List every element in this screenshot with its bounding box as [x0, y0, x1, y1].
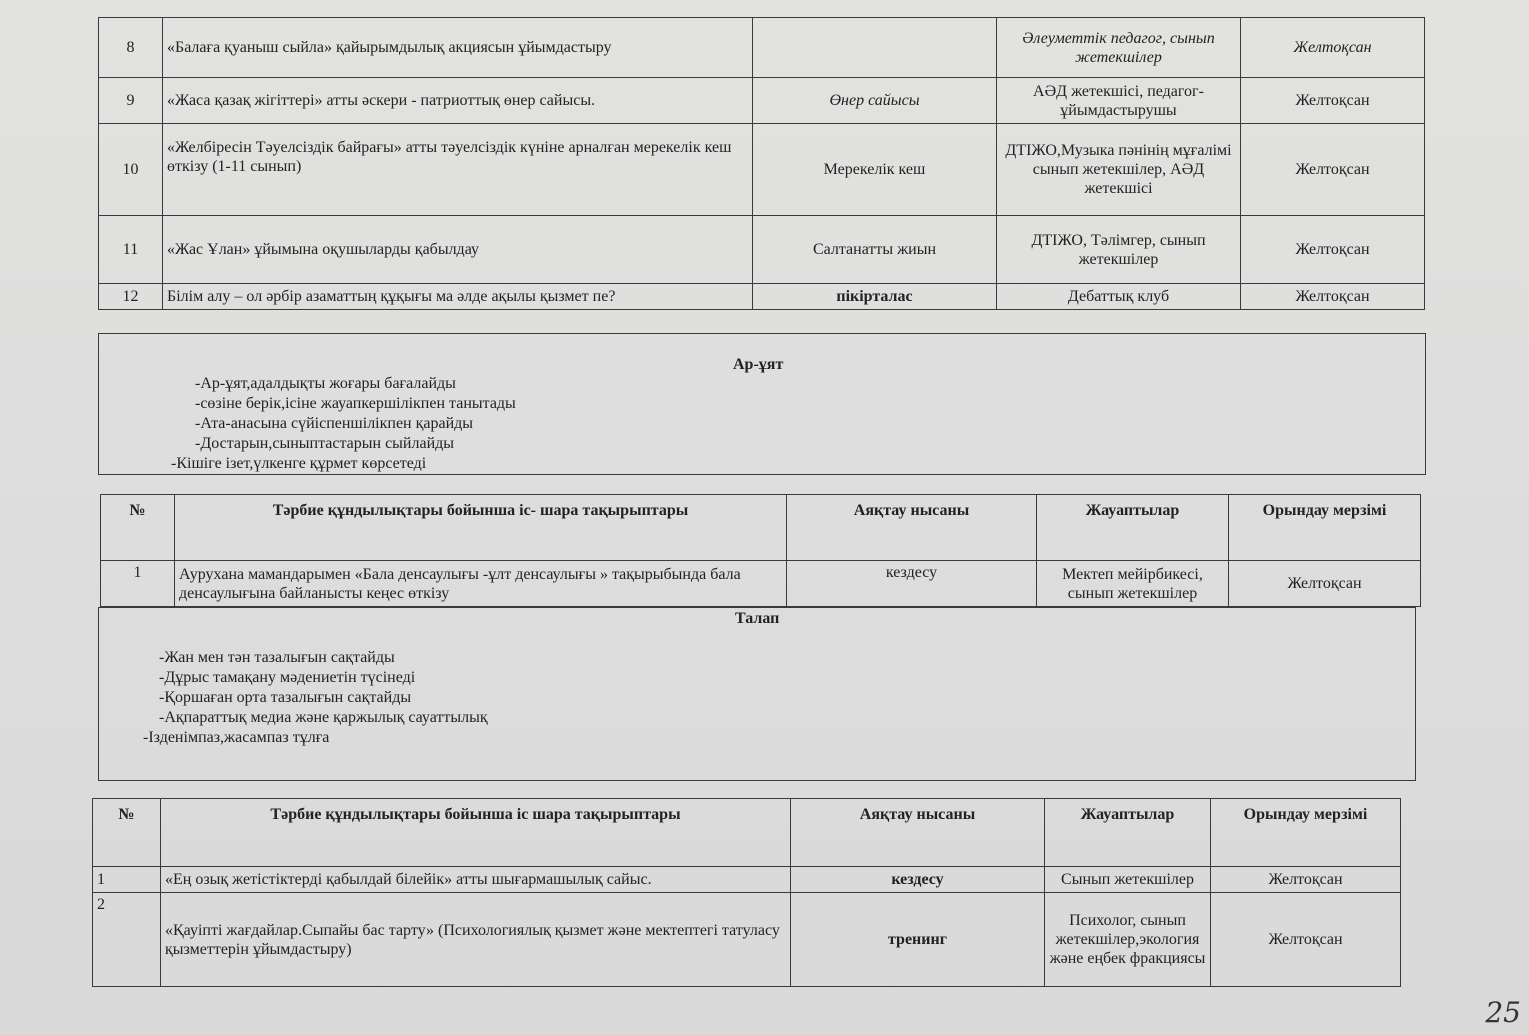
- table-row: [99, 124, 1425, 216]
- event-deadline: Желтоқсан: [1241, 284, 1425, 310]
- value-list: [171, 374, 516, 474]
- event-form: кездесу: [787, 561, 1037, 607]
- list-item: -Кішіге ізет,үлкенге құрмет көрсетеді: [171, 455, 427, 472]
- list-item: -Жан мен тән тазалығын сақтайды: [159, 649, 395, 666]
- event-title: «Қауіпті жағдайлар.Сыпайы бас тарту» (Психологиялық қызмет және мектептегі татуласу қызметтерін ұйымдастыру): [161, 893, 791, 987]
- row-number: 11: [99, 216, 163, 284]
- table-header-row: [93, 799, 1401, 867]
- row-number: 2: [93, 893, 161, 987]
- events-table-mid: [100, 494, 1421, 607]
- list-item: -Қоршаған орта тазалығын сақтайды: [159, 689, 412, 706]
- table-row: [99, 18, 1425, 78]
- value-title: Талап: [735, 610, 780, 627]
- events-table-top: [98, 17, 1425, 310]
- event-form: Мерекелік кеш: [753, 124, 997, 216]
- event-responsible: Сынып жетекшілер: [1045, 867, 1211, 893]
- header-num: №: [93, 799, 161, 867]
- event-deadline: Желтоқсан: [1241, 216, 1425, 284]
- header-num: №: [101, 495, 175, 561]
- event-responsible: Мектеп мейірбикесі, сынып жетекшілер: [1037, 561, 1229, 607]
- value-title: Ар-ұят: [733, 356, 784, 373]
- event-responsible: Психолог, сынып жетекшілер,экология және еңбек фракциясы: [1045, 893, 1211, 987]
- event-form: [753, 18, 997, 78]
- event-form: кездесу: [791, 867, 1045, 893]
- event-deadline: Желтоқсан: [1229, 561, 1421, 607]
- event-deadline: Желтоқсан: [1211, 893, 1401, 987]
- list-item: -Ар-ұят,адалдықты жоғары бағалайды: [195, 375, 456, 392]
- header-responsible: Жауаптылар: [1037, 495, 1229, 561]
- row-number: 10: [99, 124, 163, 216]
- header-deadline: Орындау мерзімі: [1229, 495, 1421, 561]
- events-table-bottom: [92, 798, 1401, 987]
- event-title: Аурухана мамандарымен «Бала денсаулығы -ұлт денсаулығы » тақырыбында бала денсаулығына байланысты кеңес өткізу: [175, 561, 787, 607]
- event-responsible: ДТІЖО, Тәлімгер, сынып жетекшілер: [997, 216, 1241, 284]
- event-form: тренинг: [791, 893, 1045, 987]
- row-number: 1: [93, 867, 161, 893]
- event-responsible: Дебаттық клуб: [997, 284, 1241, 310]
- list-item: -сөзіне берік,ісіне жауапкершілікпен танытады: [195, 395, 516, 412]
- table-row: [101, 561, 1421, 607]
- page-number: 25: [1485, 996, 1521, 1029]
- list-item: -Ізденімпаз,жасампаз тұлға: [143, 729, 330, 746]
- event-deadline: Желтоқсан: [1241, 18, 1425, 78]
- event-form: Салтанатты жиын: [753, 216, 997, 284]
- table-row: [93, 867, 1401, 893]
- row-number: 8: [99, 18, 163, 78]
- event-title: «Ең озық жетістіктерді қабылдай білейік» атты шығармашылық сайыс.: [161, 867, 791, 893]
- event-form: пікірталас: [753, 284, 997, 310]
- value-box-talap: [98, 607, 1416, 781]
- header-responsible: Жауаптылар: [1045, 799, 1211, 867]
- row-number: 12: [99, 284, 163, 310]
- event-responsible: ДТІЖО,Музыка пәнінің мұғалімі сынып жетекшілер, АӘД жетекшісі: [997, 124, 1241, 216]
- header-deadline: Орындау мерзімі: [1211, 799, 1401, 867]
- event-deadline: Желтоқсан: [1211, 867, 1401, 893]
- row-number: 1: [101, 561, 175, 607]
- table-header-row: [101, 495, 1421, 561]
- header-form: Аяқтау нысаны: [791, 799, 1045, 867]
- event-deadline: Желтоқсан: [1241, 124, 1425, 216]
- event-responsible: Әлеуметтік педагог, сынып жетекшілер: [997, 18, 1241, 78]
- list-item: -Достарын,сыныптастарын сыйлайды: [195, 435, 455, 452]
- table-row: [99, 284, 1425, 310]
- row-number: 9: [99, 78, 163, 124]
- list-item: -Дұрыс тамақану мәдениетін түсінеді: [159, 669, 416, 686]
- event-deadline: Желтоқсан: [1241, 78, 1425, 124]
- header-title: Тәрбие құндылықтары бойынша іс шара тақырыптары: [161, 799, 791, 867]
- list-item: -Ақпараттық медиа және қаржылық сауаттылық: [159, 709, 488, 726]
- event-title: «Жас Ұлан» ұйымына оқушыларды қабылдау: [163, 216, 753, 284]
- event-responsible: АӘД жетекшісі, педагог-ұйымдастырушы: [997, 78, 1241, 124]
- table-row: [93, 893, 1401, 987]
- header-form: Аяқтау нысаны: [787, 495, 1037, 561]
- list-item: -Ата-анасына сүйіспеншілікпен қарайды: [195, 415, 474, 432]
- header-title: Тәрбие құндылықтары бойынша іс- шара тақырыптары: [175, 495, 787, 561]
- value-list: [143, 648, 488, 748]
- table-row: [99, 216, 1425, 284]
- event-title: «Желбіресін Тәуелсіздік байрағы» атты тәуелсіздік күніне арналған мерекелік кеш өткізу (1-11 сынып): [163, 124, 753, 216]
- event-title: «Балаға қуаныш сыйла» қайырымдылық акциясын ұйымдастыру: [163, 18, 753, 78]
- value-box-aryat: [98, 333, 1426, 475]
- table-row: [99, 78, 1425, 124]
- event-title: «Жаса қазақ жігіттері» атты әскери - патриоттық өнер сайысы.: [163, 78, 753, 124]
- event-form: Өнер сайысы: [753, 78, 997, 124]
- event-title: Білім алу – ол әрбір азаматтың құқығы ма әлде ақылы қызмет пе?: [163, 284, 753, 310]
